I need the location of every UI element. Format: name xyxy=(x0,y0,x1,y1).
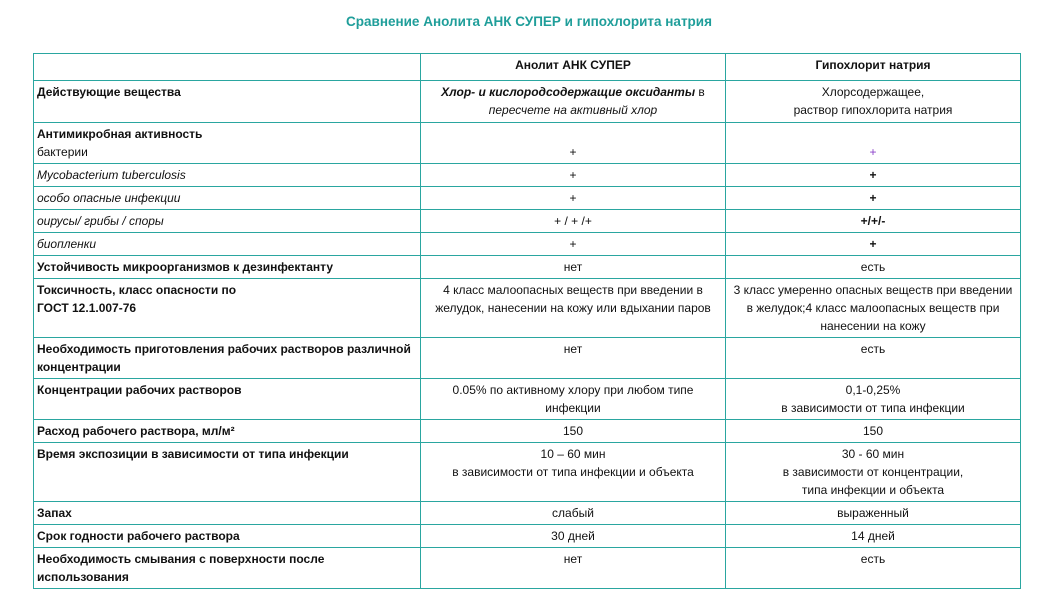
header-anolit: Анолит АНК СУПЕР xyxy=(421,54,726,81)
row-label: Устойчивость микроорганизмов к дезинфектанту xyxy=(34,256,421,279)
row-label: Действующие вещества xyxy=(34,81,421,123)
text: в зависимости от типа инфекции xyxy=(781,401,965,415)
cell-hypochlorite: + xyxy=(726,187,1021,210)
row-label: Необходимость приготовления рабочих растворов различной концентрации xyxy=(34,338,421,379)
table-row xyxy=(34,420,1021,443)
cell-anolit: + xyxy=(421,233,726,256)
table-row xyxy=(34,164,1021,187)
cell-anolit: 150 xyxy=(421,420,726,443)
cell-hypochlorite: 3 класс умеренно опасных веществ при введении в желудок;4 класс малоопасных веществ при нанесении на кожу xyxy=(726,279,1021,338)
row-label: Срок годности рабочего раствора xyxy=(34,525,421,548)
cell-hypochlorite xyxy=(726,443,1021,502)
row-label: Концентрации рабочих растворов xyxy=(34,379,421,420)
table-row xyxy=(34,443,1021,502)
table-row xyxy=(34,525,1021,548)
text: ГОСТ 12.1.007-76 xyxy=(37,301,137,315)
bold-text: Хлор- и кислородсодержащие оксиданты xyxy=(441,85,696,99)
page-title: Сравнение Анолита АНК СУПЕР и гипохлорита натрия xyxy=(346,14,712,29)
cell-anolit: 0.05% по активному хлору при любом типе инфекции xyxy=(421,379,726,420)
table-row xyxy=(34,502,1021,525)
row-label: оирусы/ грибы / споры xyxy=(34,210,421,233)
text: 0,1-0,25% xyxy=(845,383,901,397)
row-label: биопленки xyxy=(34,233,421,256)
text: в xyxy=(695,85,705,99)
text: в зависимости от концентрации, xyxy=(782,465,964,479)
cell-hypochlorite: + xyxy=(726,233,1021,256)
cell-anolit xyxy=(421,81,726,123)
row-label: Запах xyxy=(34,502,421,525)
cell-hypochlorite xyxy=(726,81,1021,123)
cell-anolit: 4 класс малоопасных веществ при введении в желудок, нанесении на кожу или вдыхании паров xyxy=(421,279,726,338)
text: Токсичность, класс опасности по xyxy=(37,283,237,297)
cell-hypochlorite: +/+/- xyxy=(726,210,1021,233)
cell-anolit: 30 дней xyxy=(421,525,726,548)
row-label xyxy=(34,279,421,338)
cell-hypochlorite: 14 дней xyxy=(726,525,1021,548)
row-label xyxy=(34,123,421,164)
cell-anolit: + xyxy=(421,123,726,164)
text: Хлорсодержащее, xyxy=(821,85,925,99)
table-row xyxy=(34,233,1021,256)
comparison-table xyxy=(33,53,1021,589)
text: 10 – 60 мин xyxy=(540,447,606,461)
table-header-row xyxy=(34,54,1021,81)
table-row xyxy=(34,548,1021,589)
cell-anolit: нет xyxy=(421,548,726,589)
text: 30 - 60 мин xyxy=(841,447,905,461)
table-row xyxy=(34,123,1021,164)
row-label: особо опасные инфекции xyxy=(34,187,421,210)
text: бактерии xyxy=(37,145,88,159)
text: в зависимости от типа инфекции и объекта xyxy=(452,465,694,479)
row-label: Mycobacterium tuberculosis xyxy=(34,164,421,187)
cell-hypochlorite: + xyxy=(726,123,1021,164)
cell-hypochlorite: выраженный xyxy=(726,502,1021,525)
row-label: Время экспозиции в зависимости от типа инфекции xyxy=(34,443,421,502)
cell-anolit: + xyxy=(421,187,726,210)
cell-hypochlorite xyxy=(726,379,1021,420)
table-row xyxy=(34,210,1021,233)
text: типа инфекции и объекта xyxy=(801,483,945,497)
cell-anolit xyxy=(421,443,726,502)
cell-hypochlorite: есть xyxy=(726,338,1021,379)
cell-anolit: + xyxy=(421,164,726,187)
table-row xyxy=(34,81,1021,123)
table-row xyxy=(34,256,1021,279)
table-row xyxy=(34,279,1021,338)
cell-hypochlorite: + xyxy=(726,164,1021,187)
row-label: Необходимость смывания с поверхности после использования xyxy=(34,548,421,589)
row-label: Расход рабочего раствора, мл/м² xyxy=(34,420,421,443)
cell-hypochlorite: 150 xyxy=(726,420,1021,443)
table-row xyxy=(34,338,1021,379)
text: раствор гипохлорита натрия xyxy=(793,103,953,117)
header-hypochlorite: Гипохлорит натрия xyxy=(726,54,1021,81)
section-label: Антимикробная активность xyxy=(37,127,203,141)
text: пересчете на активный хлор xyxy=(488,103,658,117)
cell-anolit: слабый xyxy=(421,502,726,525)
cell-hypochlorite: есть xyxy=(726,256,1021,279)
header-empty xyxy=(34,54,421,81)
cell-anolit: + / + /+ xyxy=(421,210,726,233)
cell-hypochlorite: есть xyxy=(726,548,1021,589)
table-row xyxy=(34,379,1021,420)
table-row xyxy=(34,187,1021,210)
cell-anolit: нет xyxy=(421,338,726,379)
cell-anolit: нет xyxy=(421,256,726,279)
